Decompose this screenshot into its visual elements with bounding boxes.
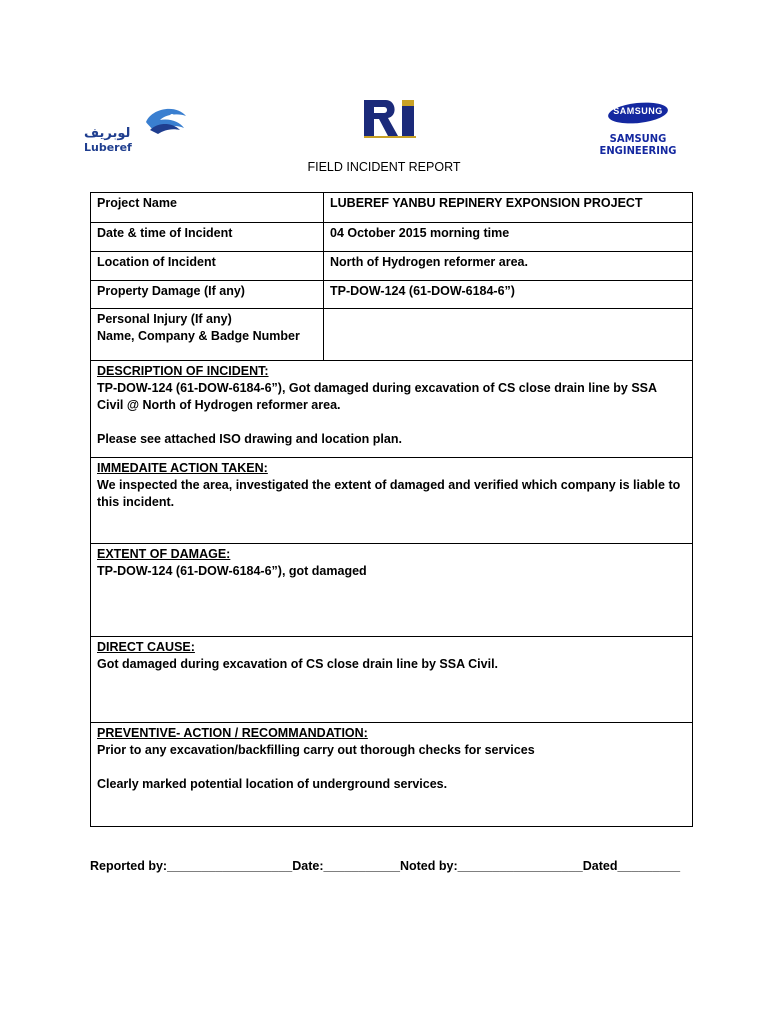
noted-by-field[interactable]: Noted by:__________________ [399, 859, 583, 873]
row-project-name [91, 193, 693, 223]
description-section [91, 361, 693, 458]
date-time-label: Date & time of Incident [91, 223, 324, 252]
personal-injury-label-line2: Name, Company & Badge Number [97, 329, 300, 343]
incident-form-table [90, 192, 693, 827]
project-name-label: Project Name [91, 193, 324, 223]
property-damage-label: Property Damage (If any) [91, 281, 324, 309]
luberef-latin-text: Luberef [84, 141, 132, 154]
preventive-action-text: Prior to any excavation/backfilling carry out thorough checks for services [97, 743, 535, 757]
samsung-engineering-caption: SAMSUNG ENGINEERING [599, 133, 677, 157]
direct-cause-section [91, 637, 693, 723]
date-field[interactable]: Date:___________ [292, 859, 400, 873]
row-location [91, 252, 693, 281]
row-immediate-action [91, 458, 693, 544]
immediate-action-text: We inspected the area, investigated the extent of damaged and verified which company is liable to this incident. [97, 478, 681, 509]
direct-cause-text: Got damaged during excavation of CS close drain line by SSA Civil. [97, 657, 499, 671]
preventive-action-heading: PREVENTIVE- ACTION / RECOMMANDATION: [97, 726, 368, 740]
row-direct-cause [91, 637, 693, 723]
description-text: TP-DOW-124 (61-DOW-6184-6”), Got damaged during excavation of CS close drain line by SSA Civil @ North of Hydrogen reformer area. [97, 381, 657, 412]
extent-of-damage-heading: EXTENT OF DAMAGE: [97, 547, 231, 561]
report-title: FIELD INCIDENT REPORT [307, 160, 461, 174]
description-note: Please see attached ISO drawing and location plan. [97, 432, 402, 446]
samsung-engineering-logo [580, 100, 696, 157]
row-preventive-action [91, 723, 693, 827]
row-date-time [91, 223, 693, 252]
luberef-logo [80, 100, 192, 156]
signature-footer [90, 859, 680, 873]
property-damage-value: TP-DOW-124 (61-DOW-6184-6”) [324, 281, 693, 309]
personal-injury-value [324, 309, 693, 361]
date-time-value: 04 October 2015 morning time [324, 223, 693, 252]
project-name-value: LUBEREF YANBU REPINERY EXPONSION PROJECT [324, 193, 693, 223]
description-heading: DESCRIPTION OF INCIDENT: [97, 364, 269, 378]
immediate-action-section [91, 458, 693, 544]
preventive-action-section [91, 723, 693, 827]
row-property-damage [91, 281, 693, 309]
reported-by-field[interactable]: Reported by:__________________ [90, 859, 293, 873]
row-personal-injury [91, 309, 693, 361]
immediate-action-heading: IMMEDAITE ACTION TAKEN: [97, 461, 268, 475]
preventive-action-note: Clearly marked potential location of underground services. [97, 777, 448, 791]
direct-cause-heading: DIRECT CAUSE: [97, 640, 195, 654]
row-description [91, 361, 693, 458]
extent-of-damage-section [91, 544, 693, 637]
location-value: North of Hydrogen reformer area. [324, 252, 693, 281]
personal-injury-label-line1: Personal Injury (If any) [97, 312, 232, 326]
row-extent-of-damage [91, 544, 693, 637]
ri-logo [358, 96, 422, 140]
personal-injury-label [91, 309, 324, 361]
samsung-oval-text: SAMSUNG [613, 106, 663, 116]
location-label: Location of Incident [91, 252, 324, 281]
luberef-arabic-text: لوبريف [84, 126, 131, 141]
extent-of-damage-text: TP-DOW-124 (61-DOW-6184-6”), got damaged [97, 564, 367, 578]
dated-field[interactable]: Dated_________ [582, 859, 681, 873]
